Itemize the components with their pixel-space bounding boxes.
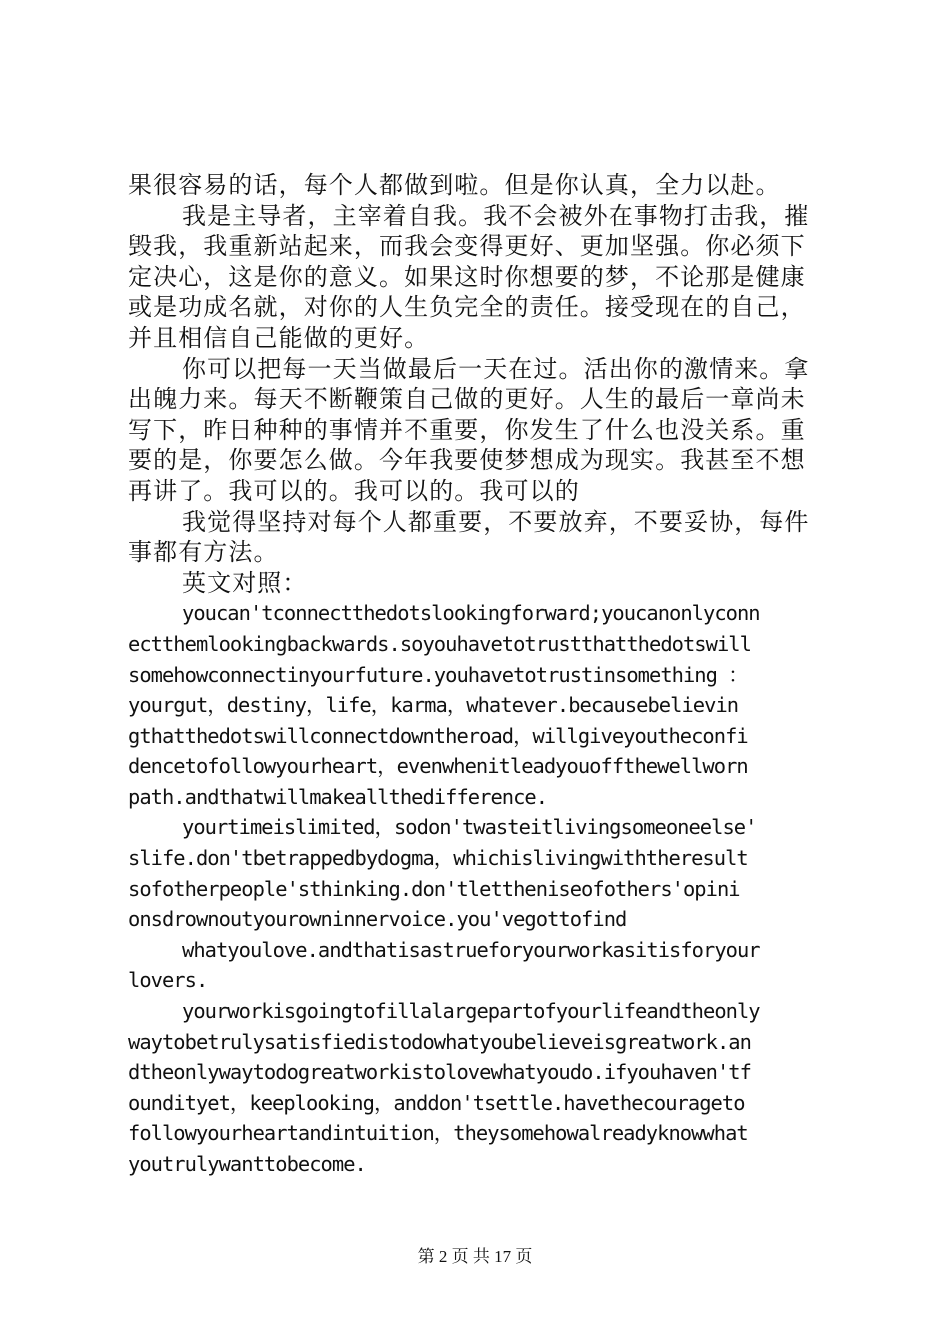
text-line: 事都有方法。 (128, 538, 279, 567)
text-line: 出魄力来。每天不断鞭策自己做的更好。人生的最后一章尚未 (128, 385, 806, 414)
text-line: sofotherpeople'sthinking.don'tlettheniseofothers'opini (128, 876, 740, 901)
text-line: yourgut，destiny，life，karma，whatever.becausebelievin (128, 693, 739, 718)
text-line: slife.don'tbetrappedbydogma，whichislivingwiththeresult (128, 846, 748, 871)
text-line: somehowconnectinyourfuture.youhavetotrustinsomething ： (128, 662, 748, 687)
text-line: youtrulywanttobecome. (128, 1152, 366, 1176)
text-line: onsdrownoutyourowninnervoice.you'vegottofind (128, 907, 627, 932)
text-line: yourtimeislimited，sodon'twasteitlivingsomeoneelse' (182, 815, 757, 840)
text-line: yourworkisgoingtofillalargepartofyourlifeandtheonly (182, 999, 760, 1024)
text-line: 并且相信自己能做的更好。 (128, 323, 430, 352)
document-body (128, 170, 833, 1180)
page-number: 第 2 页 共 17 页 (417, 1247, 533, 1266)
text-line: dtheonlywaytodogreatworkistolovewhatyoudo.ifyouhaven'tf (128, 1060, 751, 1085)
text-line: oundityet，keeplooking，anddon'tsettle.havethecourageto (128, 1090, 745, 1115)
text-line: gthatthedotswillconnectdowntheroad，willgiveyoutheconfi (128, 723, 748, 748)
section-heading: 英文对照： (182, 568, 308, 597)
text-line: youcan'tconnectthedotslookingforward;youcanonlyconn (182, 601, 760, 626)
text-line: 再讲了。我可以的。我可以的。我可以的 (128, 476, 580, 505)
text-line: followyourheartandintuition，theysomehowalreadyknowwhat (128, 1121, 748, 1146)
text-line: 定决心，这是你的意义。如果这时你想要的梦，不论那是健康 (128, 262, 806, 291)
text-line: waytobetrulysatisfiedistodowhatyoubelieveisgreatwork.an (128, 1029, 751, 1054)
text-line: 果很容易的话，每个人都做到啦。但是你认真，全力以赴。 (128, 171, 781, 199)
text-line: dencetofollowyourheart，evenwhenitleadyouoffthewellworn (128, 754, 748, 779)
text-line: ectthemlookingbackwards.soyouhavetotrustthatthedotswill (128, 631, 751, 656)
text-line: 我觉得坚持对每个人都重要，不要放弃，不要妥协，每件 (182, 507, 810, 536)
text-line: 写下，昨日种种的事情并不重要，你发生了什么也没关系。重 (128, 415, 806, 444)
text-line: whatyoulove.andthatisastrueforyourworkasitisforyour (182, 937, 760, 962)
text-line: 你可以把每一天当做最后一天在过。活出你的激情来。拿 (182, 354, 810, 383)
text-line: path.andthatwillmakeallthedifference. (128, 784, 548, 809)
text-line: 毁我，我重新站起来，而我会变得更好、更加坚强。你必须下 (128, 232, 806, 261)
text-line: 我是主导者，主宰着自我。我不会被外在事物打击我，摧 (182, 201, 810, 230)
text-line: 或是功成名就，对你的人生负完全的责任。接受现在的自己， (128, 293, 806, 322)
text-line: lovers. (128, 968, 208, 993)
text-line: 要的是，你要怎么做。今年我要使梦想成为现实。我甚至不想 (128, 446, 806, 475)
